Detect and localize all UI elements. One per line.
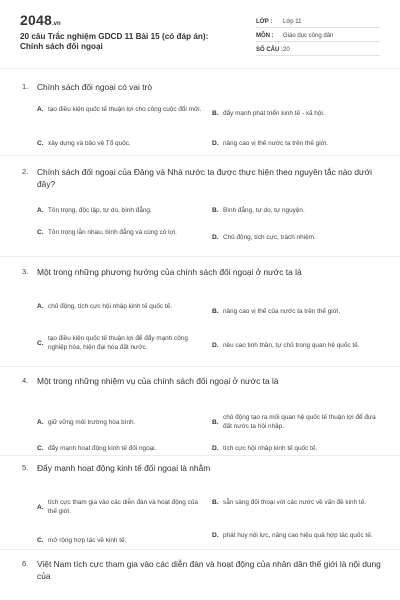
option-text: xây dựng và bảo vệ Tổ quốc.: [48, 140, 131, 147]
question-number: 3.: [22, 267, 29, 276]
question-number: 4.: [22, 376, 29, 385]
question-number: 5.: [22, 463, 29, 472]
option-c[interactable]: [37, 444, 207, 453]
option-letter: A.: [37, 207, 44, 214]
option-text: tạo điều kiện quốc tế thuận lợi cho công cuộc đổi mới.: [48, 106, 202, 113]
option-letter: D.: [212, 234, 219, 241]
document-meta: [256, 14, 380, 56]
option-letter: A.: [37, 419, 44, 426]
question-heading: [22, 166, 382, 190]
option-letter: B.: [212, 499, 219, 506]
question-heading: [22, 558, 382, 582]
option-letter: A.: [37, 303, 44, 310]
option-b[interactable]: [212, 413, 382, 431]
option-d[interactable]: [212, 233, 382, 242]
option-text: nêu cao tinh thần, tự chủ trong quan hệ quốc tế.: [223, 342, 360, 349]
option-a[interactable]: [37, 498, 207, 516]
option-d[interactable]: [212, 531, 382, 540]
question-divider: [0, 155, 400, 156]
option-a[interactable]: [37, 418, 207, 427]
question-2: [22, 166, 382, 241]
logo-sub-text: .vn: [51, 21, 61, 27]
option-d[interactable]: [212, 341, 382, 350]
option-text: đẩy mạnh phát triển kinh tế - xã hội.: [223, 110, 325, 117]
option-text: sẵn sàng đối thoại với các nước về vấn đề kinh tế.: [223, 499, 367, 506]
option-text: nâng cao vị thế của nước ta trên thế giới.: [223, 308, 341, 315]
option-text: nâng cao vị thế nước ta trên thế giới.: [223, 140, 329, 147]
meta-value: 20: [283, 47, 290, 53]
option-a[interactable]: [37, 105, 207, 114]
question-number: 1.: [22, 82, 29, 91]
option-d[interactable]: [212, 139, 382, 148]
question-number: 2.: [22, 167, 29, 176]
question-text: Đẩy mạnh hoạt động kinh tế đối ngoại là nhằm: [37, 463, 211, 473]
meta-label: SỐ CÂU :: [256, 47, 283, 53]
question-text: Một trong những phương hướng của chính sách đối ngoại ở nước ta là: [37, 267, 302, 277]
question-divider: [0, 455, 400, 456]
question-text: Một trong những nhiệm vụ của chính sách đối ngoại ở nước ta là: [37, 376, 279, 386]
header-divider: [0, 68, 400, 69]
option-a[interactable]: [37, 302, 207, 311]
option-letter: C.: [37, 445, 44, 452]
question-number: 6.: [22, 559, 29, 568]
option-text: Chủ động, tích cực, trách nhiệm.: [223, 234, 316, 241]
meta-value: Lớp 11: [283, 19, 302, 25]
option-letter: C.: [37, 537, 44, 544]
option-b[interactable]: [212, 206, 382, 215]
option-text: đẩy mạnh hoạt động kinh tế đối ngoại.: [48, 445, 157, 452]
document-header: [0, 0, 400, 62]
option-b[interactable]: [212, 307, 382, 316]
question-divider: [0, 549, 400, 550]
site-logo[interactable]: [20, 12, 61, 30]
meta-row-subject: [256, 28, 380, 42]
question-heading: [22, 375, 382, 387]
option-text: giữ vững môi trường hòa bình.: [48, 419, 136, 426]
question-heading: [22, 81, 382, 93]
option-letter: C.: [37, 339, 44, 347]
option-text: Tôn trọng lẫn nhau, bình đẳng và cùng có lợi.: [48, 229, 177, 236]
option-text: Tôn trọng, độc lập, tự do, bình đẳng.: [48, 207, 152, 214]
option-text: chủ động tạo ra mối quan hệ quốc tế thuận lợi để đưa đất nước ta hội nhập.: [223, 414, 376, 430]
option-text: tạo điều kiện quốc tế thuận lợi để đẩy mạnh công nghiệp hóa, hiện đại hóa đất nước.: [48, 335, 188, 351]
option-letter: D.: [212, 445, 219, 452]
meta-label: LỚP :: [256, 19, 273, 25]
meta-row-count: [256, 42, 380, 56]
document-title: 20 câu Trắc nghiệm GDCD 11 Bài 15 (có đáp án): Chính sách đối ngoại: [20, 32, 209, 51]
question-text: Chính sách đối ngoại có vai trò: [37, 82, 152, 92]
option-text: tích cực hội nhập kinh tế quốc tế.: [223, 445, 318, 452]
question-heading: [22, 462, 382, 474]
option-letter: C.: [37, 229, 44, 236]
question-divider: [0, 256, 400, 257]
question-divider: [0, 366, 400, 367]
option-letter: D.: [212, 532, 219, 539]
option-c[interactable]: [37, 228, 207, 237]
option-letter: D.: [212, 342, 219, 349]
question-5: [22, 462, 382, 544]
meta-label: MÔN :: [256, 33, 274, 39]
option-c[interactable]: [37, 334, 207, 352]
question-text: Việt Nam tích cực tham gia vào các diễn đàn và hoạt động của nhân dân thế giới là nội dung của: [37, 559, 381, 581]
question-text: Chính sách đối ngoại của Đảng và Nhà nước ta được thực hiện theo nguyên tắc nào dưới đây?: [37, 167, 373, 189]
option-letter: C.: [37, 140, 44, 147]
option-letter: B.: [212, 418, 219, 426]
option-letter: B.: [212, 110, 219, 117]
option-letter: A.: [37, 503, 44, 511]
logo-main-text: 2048: [20, 12, 52, 28]
option-text: tích cực tham gia vào các diễn đàn và hoạt động của thế giới.: [48, 499, 198, 515]
option-letter: B.: [212, 308, 219, 315]
question-4: [22, 375, 382, 452]
option-c[interactable]: [37, 536, 207, 545]
meta-value: Giáo dục công dân: [283, 33, 334, 39]
question-6: [22, 558, 382, 582]
option-a[interactable]: [37, 206, 207, 215]
option-d[interactable]: [212, 444, 382, 453]
option-b[interactable]: [212, 498, 382, 507]
option-text: phát huy nội lực, nâng cao hiệu quả hợp tác quốc tế.: [223, 532, 373, 539]
meta-row-class: [256, 14, 380, 28]
option-letter: A.: [37, 106, 44, 113]
option-text: chủ động, tích cực hội nhập kinh tế quốc tế.: [48, 303, 173, 310]
option-c[interactable]: [37, 139, 207, 148]
option-text: Bình đẳng, tự do, tự nguyện.: [223, 207, 305, 214]
question-3: [22, 266, 382, 351]
option-letter: D.: [212, 140, 219, 147]
question-1: [22, 81, 382, 147]
question-heading: [22, 266, 382, 278]
option-text: mở rộng hợp tác về kinh tế.: [48, 537, 127, 544]
option-letter: B.: [212, 207, 219, 214]
option-b[interactable]: [212, 109, 382, 118]
